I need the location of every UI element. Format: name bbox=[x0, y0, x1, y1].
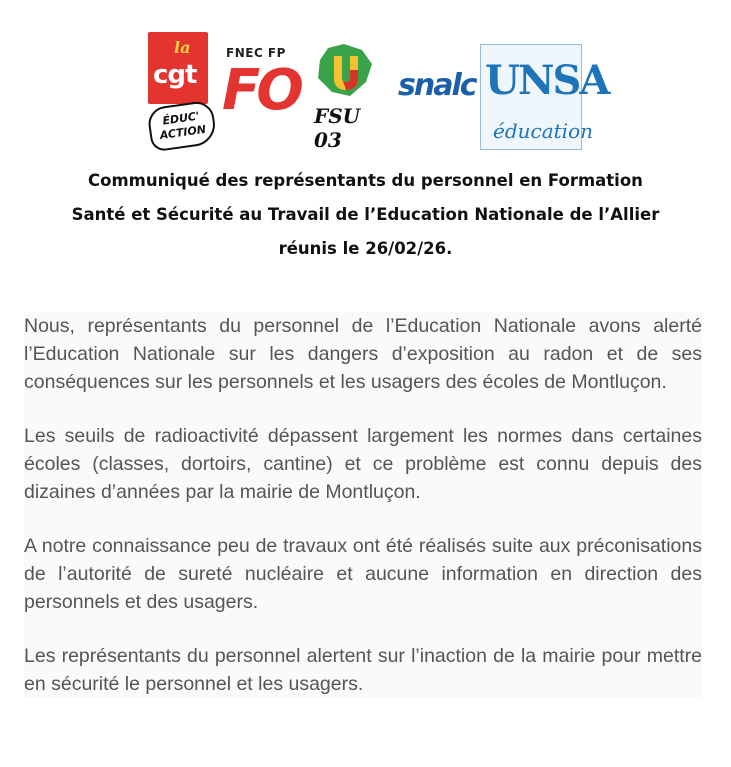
unsa-sub: éducation bbox=[493, 119, 593, 143]
communique-body bbox=[24, 312, 702, 698]
snalc-word: snalc bbox=[398, 68, 476, 103]
fsu-03-logo bbox=[310, 42, 382, 152]
paragraph-3: A notre connaissance peu de travaux ont été réalisés suite aux préconisations de l’autorité de sureté nucléaire et aucune information en direction des personnels et des usagers. bbox=[24, 535, 702, 613]
cgt-educ-action-logo bbox=[148, 32, 212, 148]
fo-word: FO bbox=[222, 58, 300, 123]
title-line-3: réunis le 26/02/26. bbox=[278, 239, 453, 258]
educ-action-badge bbox=[146, 100, 217, 153]
fsu-map-icon bbox=[310, 42, 382, 106]
fsu-label: FSU 03 bbox=[314, 104, 361, 152]
unsa-word: UNSA bbox=[485, 57, 609, 104]
unsa-education-logo bbox=[480, 44, 609, 150]
badge-line-1: ÉDUC' bbox=[161, 109, 201, 128]
title-line-2: Santé et Sécurité au Travail de l’Education Nationale de l’Allier bbox=[71, 205, 660, 224]
cgt-la-text: la bbox=[174, 38, 191, 57]
snalc-logo bbox=[398, 68, 478, 118]
paragraph-4: Les représentants du personnel alertent sur l’inaction de la mairie pour mettre en sécurité le personnel et les usagers. bbox=[24, 645, 702, 695]
cgt-word: cgt bbox=[153, 60, 197, 90]
fnec-fp-fo-logo bbox=[220, 46, 300, 146]
communique-title bbox=[0, 164, 731, 266]
badge-line-2: ACTION bbox=[159, 122, 207, 143]
title-line-1: Communiqué des représentants du personnel en Formation bbox=[88, 171, 643, 190]
paragraph-2: Les seuils de radioactivité dépassent largement les normes dans certaines écoles (classes, dortoirs, cantine) et ce problème est connu depuis des dizaines d’années par la mairie de Montluçon. bbox=[24, 425, 702, 503]
union-logos bbox=[0, 28, 731, 150]
paragraph-1: Nous, représentants du personnel de l’Education Nationale avons alerté l’Education Nationale sur les dangers d’exposition au radon et de ses conséquences sur les personnels et les usagers des écoles de Montluçon. bbox=[24, 315, 702, 393]
fo-header: FNEC FP bbox=[226, 46, 286, 60]
